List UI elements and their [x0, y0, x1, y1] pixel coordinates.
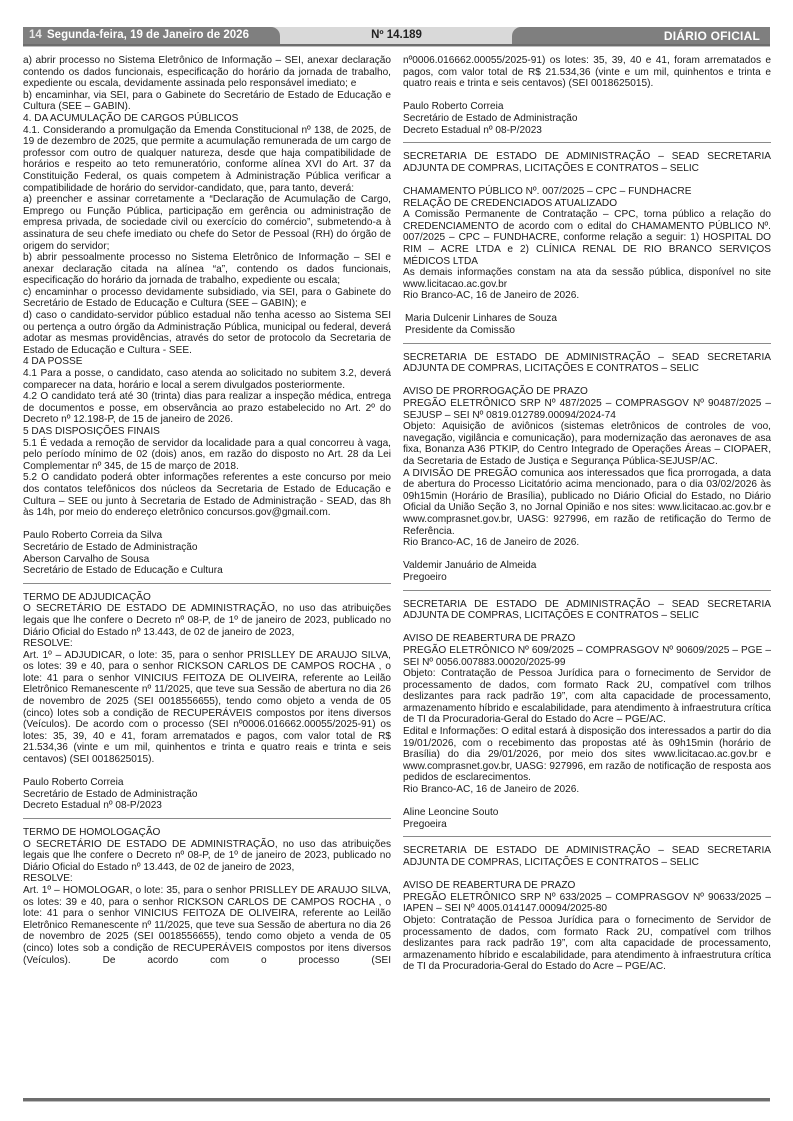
- page-header: [23, 27, 770, 44]
- edital-continuation: [23, 55, 391, 577]
- publication-title: DIÁRIO OFICIAL: [663, 29, 760, 43]
- aviso-reabertura-609: [403, 599, 771, 831]
- section-divider: [403, 343, 771, 344]
- paragraph: Art. 1º – ADJUDICAR, o lote: 35, para o senhor PRISLLEY DE ARAUJO SILVA, os lotes: 39 e 40, para o senhor RICKSON CARLOS DE CAMPOS ROCHA , o lote: 41 para o senhor VINICIUS FEITOZA DE OLIVEIRA, referente ao Leilão Eletrônico Remanescente nº 11/2025, que teve sua Sessão de abertura no dia 26 de novembro de 2025 (SEI 0018556655), tendo como objeto a venda de 05 (cinco) lotes sob a condição de RECUPERÁVEIS compostos por itens diversos (Veículos). De acordo com o processo (SEI nº0006.016662.00055/2025-91) os lotes: 35, 39, 40 e 41, foram arrematados e pagos, com valor total de R$ 21.534,36 (vinte e um mil, quinhentos e trinta e quatro reais e trinta e seis centavos) (SEI 0018625015).: [23, 649, 391, 766]
- place-date: Rio Branco-AC, 16 de Janeiro de 2026.: [403, 537, 580, 549]
- paragraph: d) caso o candidato-servidor público estadual não tenha acesso ao Sistema SEI ou pertença a outro órgão da Administração Pública, municipal ou federal, deverá adotar as mesmas providências, através do setor de protocolo da Secretaria de Estado de Educação e Cultura - SEE.: [23, 310, 391, 356]
- paragraph: As demais informações constam na ata da sessão pública, disponível no site www.licitacao.ac.gov.br: [403, 267, 771, 290]
- paragraph: Objeto: Contratação de Pessoa Jurídica para o fornecimento de Servidor de processamento de dados, com formato Rack 2U, compatível com trilhos deslizantes para rack padrão 19”, com alta capacidade de processamento, armazenamento híbrido e escalabilidade, para atendimento à infraestrutura crítica de TI da Procuradoria-Geral do Estado do Acre – PGE/AC.: [403, 668, 771, 726]
- section-subtitle: RELAÇÃO DE CREDENCIADOS ATUALIZADO: [403, 197, 618, 209]
- termo-adjudicacao: [23, 592, 391, 812]
- right-column: [403, 55, 771, 973]
- paragraph: RESOLVE:: [23, 638, 73, 650]
- header-divider-light: [23, 46, 770, 47]
- signature-name: Valdemir Januário de Almeida: [403, 560, 537, 572]
- paragraph: RESOLVE:: [23, 873, 73, 885]
- paragraph: A DIVISÃO DE PREGÃO comunica aos interessados que fica prorrogada, a data de abertura do Processo Licitatório acima mencionado, para o dia 03/02/2026 às 09h15min (Horário de Brasília), publicado no Diário Oficial do Estado, no Diário Oficial da União Seção 3, no Jornal Opinião e nos sites: www.licitacao.ac.gov.br e www.comprasnet.gov.br, UASG: 927996, em razão de retificação do Termo de Referência.: [403, 467, 771, 537]
- signature-name: Paulo Roberto Correia: [403, 101, 504, 113]
- signature-name: Paulo Roberto Correia da Silva: [23, 530, 163, 542]
- place-date: Rio Branco-AC, 16 de Janeiro de 2026.: [403, 290, 580, 302]
- section-title: AVISO DE REABERTURA DE PRAZO: [403, 880, 576, 892]
- paragraph: O SECRETÁRIO DE ESTADO DE ADMINISTRAÇÃO, no uso das atribuições legais que lhe confere o Decreto nº 08-P, de 1º de janeiro de 2023, publicado no Diário Oficial do Estado nº 13.443, de 02 de janeiro de 2023,: [23, 603, 391, 638]
- section-subtitle: PREGÃO ELETRÔNICO SRP Nº 487/2025 – COMPRASGOV Nº 90487/2025 – SEJUSP – SEI Nº 0819.012789.00094/2024-74: [403, 398, 771, 421]
- signature-name: Aberson Carvalho de Sousa: [23, 553, 150, 565]
- paragraph: 4.2 O candidato terá até 30 (trinta) dias para realizar a inspeção médica, entrega de documentos e posse, em observância ao prazo estabelecido no Art. 2º do Decreto nº 12.198-P, de 15 de janeiro de 2026.: [23, 391, 391, 426]
- signature-decree: Decreto Estadual nº 08-P/2023: [23, 800, 162, 812]
- footer-divider-light: [23, 1101, 770, 1102]
- signature-role: Secretário de Estado de Administração: [23, 541, 198, 553]
- paragraph: a) preencher e assinar corretamente a “Declaração de Acumulação de Cargo, Emprego ou Função Pública, participação em gerência ou administração de empresa privada, de sociedade civil ou exercício do comércio”, submetendo-a à assinatura de seu chefe imediato ou chefe do Setor de Pessoal (RH) do órgão de origem do servidor;: [23, 194, 391, 252]
- signature-name: Maria Dulcenir Linhares de Souza: [405, 313, 558, 325]
- signature-role: Presidente da Comissão: [405, 325, 515, 337]
- signature-role: Secretário de Estado de Administração: [23, 788, 198, 800]
- section-title: TERMO DE ADJUDICAÇÃO: [23, 591, 151, 603]
- paragraph: b) encaminhar, via SEI, para o Gabinete do Secretário de Estado de Educação e Cultura (SEE – GABIN).: [23, 89, 391, 113]
- signature-role: Secretário de Estado de Administração: [403, 112, 578, 124]
- homologacao-continuation: [403, 55, 771, 136]
- organization-heading: SECRETARIA DE ESTADO DE ADMINISTRAÇÃO – SEAD SECRETARIA ADJUNTA DE COMPRAS, LICITAÇÕES E CONTRATOS – SELIC: [403, 598, 771, 622]
- section-title: TERMO DE HOMOLOGAÇÃO: [23, 827, 161, 838]
- signature-role: Pregoeiro: [403, 571, 447, 583]
- paragraph: 4.1. Considerando a promulgação da Emenda Constitucional nº 138, de 2025, de 19 de dezembro de 2025, que permite a acumulação remunerada de um cargo de professor com outro de qualquer natureza, desde que haja compatibilidade de horários e respeito ao teto remuneratório, conforme alínea XVI do Art. 37 da Constituição Federal, os quais competem à Administração Pública verificar a compatibilidade de horário do servidor-candidato, que, para tanto, deverá:: [23, 124, 391, 194]
- organization-heading: SECRETARIA DE ESTADO DE ADMINISTRAÇÃO – SEAD SECRETARIA ADJUNTA DE COMPRAS, LICITAÇÕES E CONTRATOS – SELIC: [403, 351, 771, 375]
- header-right-tab: [512, 27, 770, 44]
- signature-role: Pregoeira: [403, 818, 447, 830]
- section-heading: 4 DA POSSE: [23, 356, 83, 368]
- page-number: 14: [29, 29, 42, 41]
- aviso-prorrogacao: [403, 352, 771, 584]
- paragraph: Art. 1º – HOMOLOGAR, o lote: 35, para o senhor PRISLLEY DE ARAUJO SILVA, os lotes: 39 e 40, para o senhor RICKSON CARLOS DE CAMPOS ROCHA , o lote: 41 para o senhor VINICIUS FEITOZA DE OLIVEIRA, referente ao Leilão Eletrônico Remanescente nº 11/2025, que teve sua Sessão de abertura no dia 26 de novembro de 2025 (SEI 0018556655), tendo como objeto a venda de 05 (cinco) lotes sob a condição de RECUPERÁVEIS compostos por itens diversos (Veículos). De acordo com o processo (SEI: [23, 884, 391, 966]
- section-divider: [23, 583, 391, 584]
- paragraph: 4.1 Para a posse, o candidato, caso atenda ao solicitado no subitem 3.2, deverá comparecer na data, horário e local a serem divulgados posteriormente.: [23, 368, 391, 391]
- paragraph: 5.1 É vedada a remoção de servidor da localidade para a qual concorreu à vaga, pelo período mínimo de 02 (dois) anos, em razão do disposto no Art. 28 da Lei Complementar nº 345, de 15 de março de 2018.: [23, 437, 391, 472]
- signature-name: Paulo Roberto Correia: [23, 777, 124, 789]
- section-title: CHAMAMENTO PÚBLICO Nº. 007/2025 – CPC – FUNDHACRE: [403, 185, 692, 197]
- chamamento-publico: [403, 151, 771, 337]
- section-divider: [403, 590, 771, 591]
- aviso-reabertura-633: [403, 845, 771, 973]
- signature-role: Secretário de Estado de Educação e Cultura: [23, 565, 223, 577]
- section-title: AVISO DE REABERTURA DE PRAZO: [403, 633, 576, 645]
- section-heading: 5 DAS DISPOSIÇÕES FINAIS: [23, 426, 160, 437]
- organization-heading: SECRETARIA DE ESTADO DE ADMINISTRAÇÃO – SEAD SECRETARIA ADJUNTA DE COMPRAS, LICITAÇÕES E CONTRATOS – SELIC: [403, 845, 771, 868]
- signature-name: Aline Leoncine Souto: [403, 807, 499, 819]
- paragraph: Objeto: Contratação de Pessoa Jurídica para o fornecimento de Servidor de processamento de dados, com formato Rack 2U, compatível com trilhos deslizantes para rack padrão 19”, com alta capacidade de processamento, armazenamento híbrido e escalabilidade, para atendimento à infraestrutura crítica de TI da Procuradoria-Geral do Estado do Acre – PGE/AC.: [403, 914, 771, 973]
- paragraph: A Comissão Permanente de Contratação – CPC, torna público a relação do CREDENCIAMENTO de acordo com o edital do CHAMAMENTO PÚBLICO Nº. 007/2025 – CPC – FUNDHACRE, conforme relação a seguir: 1) HOSPITAL DO RIM – ACRE LTDA e 2) CLÍNICA RENAL DE RIO BRANCO SERVIÇOS MÉDICOS LTDA: [403, 209, 771, 267]
- left-column: [23, 55, 391, 966]
- paragraph: b) abrir pessoalmente processo no Sistema Eletrônico de Informação – SEI e anexar declaração citada na alínea “a”, contendo os dados funcionais, especificação do horário da jornada de trabalho, expediente ou escala;: [23, 252, 391, 287]
- section-divider: [403, 142, 771, 143]
- section-divider: [403, 836, 771, 837]
- section-subtitle: PREGÃO ELETRÔNICO SRP Nº 633/2025 – COMPRASGOV Nº 90633/2025 – IAPEN – SEI Nº 4005.014147.00094/2025-80: [403, 891, 771, 915]
- paragraph: O SECRETÁRIO DE ESTADO DE ADMINISTRAÇÃO, no uso das atribuições legais que lhe confere o Decreto nº 08-P, de 1º de janeiro de 2023, publicado no Diário Oficial do Estado nº 13.443, de 02 de janeiro de 2023,: [23, 838, 391, 873]
- organization-heading: SECRETARIA DE ESTADO DE ADMINISTRAÇÃO – SEAD SECRETARIA ADJUNTA DE COMPRAS, LICITAÇÕES E CONTRATOS – SELIC: [403, 151, 771, 174]
- section-title: AVISO DE PRORROGAÇÃO DE PRAZO: [403, 386, 588, 398]
- section-divider: [23, 818, 391, 819]
- paragraph: c) encaminhar o processo devidamente subsidiado, via SEI, para o Gabinete do Secretário de Estado de Educação e Cultura (SEE – GABIN); e: [23, 286, 391, 310]
- paragraph: Objeto: Aquisição de aviônicos (sistemas eletrônicos de controles de voo, navegação, vigilância e comunicação), para modernização das aeronaves de asa fixa, Bonanza A36 PTKIP, do Centro Integrado de Operações Áreas – CIOPAER, da Secretaria de Estado de Justiça e Segurança Pública-SEJUSP/AC.: [403, 421, 771, 467]
- signature-decree: Decreto Estadual nº 08-P/2023: [403, 124, 542, 136]
- place-date: Rio Branco-AC, 16 de Janeiro de 2026.: [403, 784, 580, 796]
- paragraph: a) abrir processo no Sistema Eletrônico de Informação – SEI, anexar declaração contendo os dados funcionais, especificação do horário da jornada de trabalho, expediente ou escala, devidamente assinada pelo responsável imediato; e: [23, 55, 391, 90]
- section-heading: 4. DA ACUMULAÇÃO DE CARGOS PÚBLICOS: [23, 112, 239, 124]
- paragraph: nº0006.016662.00055/2025-91) os lotes: 35, 39, 40 e 41, foram arrematados e pagos, com valor total de R$ 21.534,36 (vinte e um mil, quinhentos e trinta e quatro reais e trinta e seis centavos) (SEI 0018625015).: [403, 55, 771, 90]
- section-subtitle: PREGÃO ELETRÔNICO Nº 609/2025 – COMPRASGOV Nº 90609/2025 – PGE – SEI Nº 0056.007883.00020/2025-99: [403, 644, 771, 668]
- termo-homologacao: [23, 827, 391, 966]
- paragraph: Edital e Informações: O edital estará à disposição dos interessados a partir do dia 19/01/2026, com o recebimento das propostas até às 09h15min (horário de Brasília) do dia 29/01/2026, por meio dos sites www.licitacao.ac.gov.br e www.comprasnet.gov.br, UASG: 927996, em razão de notificação de resposta aos pedidos de esclarecimentos.: [403, 726, 771, 784]
- publication-date: Segunda-feira, 19 de Janeiro de 2026: [47, 29, 249, 41]
- paragraph: 5.2 O candidato poderá obter informações referentes a este concurso por meio dos contatos telefônicos dos núcleos da Secretaria de Estado de Educação e Cultura – SEE ou junto à Secretaria de Estado de Administração - SEAD, das 8h às 14h, por meio do endereço eletrônico concursos.gov@gmail.com.: [23, 472, 391, 519]
- edition-number: Nº 14.189: [371, 29, 422, 41]
